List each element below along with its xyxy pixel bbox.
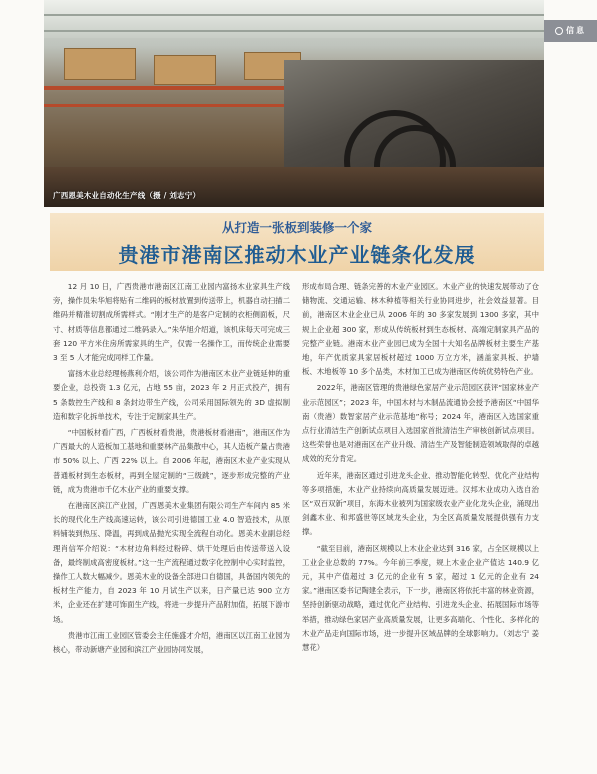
conveyor-rail xyxy=(44,86,304,90)
headline: 贵港市港南区推动木业产业链条化发展 xyxy=(118,243,476,267)
board-stack xyxy=(154,55,216,85)
paragraph: “截至目前，港南区规模以上木业企业达到 316 家，占全区规模以上工业企业总数的 77%。今年前三季度，规上木业企业产值达 140.9 亿元，其中产值超过 3 亿元的企业有 5 家，超过 1 亿元的企业有 24 家。”港南区委书记陶建全表示，下一步，港南区将依托丰富的林业资源，坚持创新驱动战略，通过优化产业结构、引进龙头企业、拓展国际市场等举措，推动绿色家居产业高质量发展，让更多高端化、个性化、多样化的木业产品走向国际市场，进一步提升区域品牌的全球影响力。（刘志宁 姜慧花） xyxy=(302,543,539,653)
article-column-left xyxy=(53,280,290,659)
factory-roof xyxy=(44,0,544,38)
section-tab-label: 信息 xyxy=(566,26,586,35)
headline-band xyxy=(50,213,544,271)
paragraph: 贵港市江南工业园区管委会主任施盛才介绍，港南区以江南工业园为核心，带动新塘产业园和滨江产业园协同发展， xyxy=(53,630,290,655)
conveyor-rail xyxy=(44,104,284,107)
paragraph: 2022年，港南区管理的贵港绿色家居产业示范园区获评“国家林业产业示范园区”；2023 年，中国木材与木制品流通协会授予港南区“中国华南（贵港）数智家居产业示范基地”称号；2024 年，港南区入选国家重点行业清洁生产创新试点项目入选国家首批清洁生产审核创新试点项目。这些荣誉也是对港南区在产业升级、清洁生产及智能制造领域取得的卓越成效的充分肯定。 xyxy=(302,383,539,464)
roof-beam xyxy=(44,14,544,16)
article-column-right xyxy=(302,280,539,657)
roof-beam xyxy=(44,30,544,32)
section-tab xyxy=(544,20,597,42)
paragraph: 12 月 10 日，广西贵港市港南区江南工业园内富扬木业家具生产线旁，操作员朱华旭将贴有二维码的板材放置到传送带上，机器自动扫描二维码并精准切割成所需样式。“刚才生产的是客户定制的衣柜侧面板，尺寸、材质等信息都通过二维码录入。”朱华旭介绍道，该机床每天可完成三套 120 平方米住房所需家具的生产，仅需一名操作工，而传统企业需要 3 至 5 人才能完成同样工作量。 xyxy=(53,282,290,363)
kicker: 从打造一张板到装修一个家 xyxy=(221,220,372,235)
factory-floor xyxy=(44,167,544,207)
paragraph: 富扬木业总经理杨燕利介绍，该公司作为港南区木业产业链延伸的重要企业，总投资 1.3 亿元，占地 55 亩，2023 年 2 月正式投产，拥有 5 条数控生产线和 8 条封边带生产线，公司采用国际领先的 3D 虚拟制造和数字化拆单技术，专注于定制家具生产。 xyxy=(53,369,290,421)
paragraph: 在港南区滨江产业园，广西恩美木业集团有限公司生产车间内 85 米长的现代化生产线高速运转，该公司引进德国工业 4.0 智造技术，从原料铺装到热压、降温，再到成品抛光实现全流程自动化。恩美木业副总经理肖信军介绍说：“木材边角料经过粉碎、烘干处理后由传送带送入设备，最终制成高密度板材。”这一生产流程通过数字化控制中心实时监控，操作工人数大幅减少。恩美木业的设备全部进口自德国，具备国内领先的板材生产能力，自 2023 年 10 月试生产以来，日产量已达 900 立方米，企业还在扩建可饰面生产线，将进一步提升产品附加值，拓展下游市场。 xyxy=(53,501,290,624)
paragraph: “中国板材看广西，广西板材看贵港，贵港板材看港南”，港南区作为广西最大的人造板加工基地和重要林产品集散中心，其人造板产量占贵港市 50% 以上、广西 22% 以上。自 2006 年起，港南区木业产业实现从普通板材到生态板材，再到全屋定制的“三级跳”，逐步形成完整的产业链，成为贵港市千亿木业产业的重要支撑。 xyxy=(53,428,290,494)
factory-photo xyxy=(44,0,544,207)
circle-icon xyxy=(555,27,563,35)
paragraph: 形成布局合理、链条完善的木业产业园区。木业产业的快速发展带动了仓储物流、交通运输、林木种植等相关行业协同进步，社会效益显著。目前，港南区木业企业已从 2006 年的 30 多家发展到 1300 多家，其中规上企业超 300 家，形成从传统板材到生态板材、高端定制家具产品的完整产业链。港南木业产业园已成为全国十大知名品牌板材主要生产基地，年产优质家具家居板材超过 1000 万立方米，涵盖家具板、护墙板、木地板等 10 多个品类，木材加工已成为港南区传统优势特色产业。 xyxy=(302,282,539,377)
paragraph: 近年来，港南区通过引进龙头企业、推动智能化转型、优化产业结构等多项措施，木业产业持续向高质量发展迈进。汉邦木业成功入选自治区“双百双新”项目，东海木业被列为国家级农业产业化龙头企业，涌现出剑鑫木业、和邦盛世等区域龙头企业，为全区高质量发展提供强有力支撑。 xyxy=(302,470,539,537)
board-stack xyxy=(64,48,136,80)
photo-caption: 广西恩美木业自动化生产线（摄 / 刘志宁） xyxy=(53,191,201,200)
